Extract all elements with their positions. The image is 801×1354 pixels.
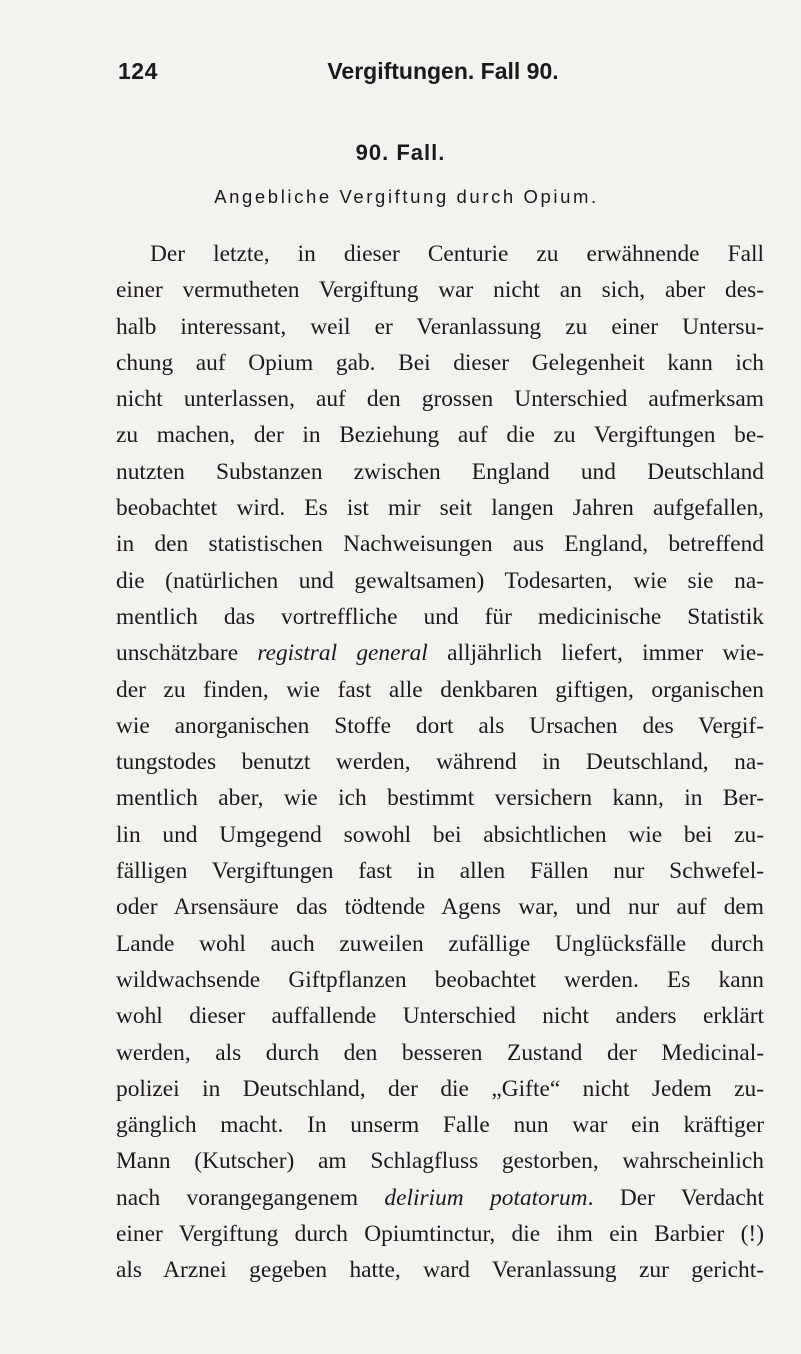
text-line (116, 926, 764, 962)
text-line (116, 1180, 764, 1216)
line-text: wohl dieser auffallende Unterschied nicht anders erklärt (116, 1003, 764, 1030)
line-text: nach vorangegangenem (116, 1184, 385, 1211)
line-text: beobachtet wird. Es ist mir seit langen Jahren aufgefallen, (116, 495, 764, 522)
italic-term: delirium potatorum (384, 1184, 588, 1211)
line-text: in den statistischen Nachweisungen aus England, betreffend (116, 531, 764, 558)
text-line (116, 599, 764, 635)
line-text: nutzten Substanzen zwischen England und Deutschland (116, 458, 764, 485)
text-line (116, 744, 764, 780)
text-line (116, 817, 764, 853)
text-line (116, 708, 764, 744)
line-text: mentlich das vortreffliche und für medicinische Statistik (116, 603, 764, 630)
line-text: mentlich aber, wie ich bestimmt versichern kann, in Ber- (116, 785, 764, 812)
line-text: Der letzte, in dieser Centurie zu erwähnende Fall (150, 241, 764, 267)
line-text: gänglich macht. In unserm Falle nun war ein kräftiger (116, 1112, 764, 1139)
text-line (116, 526, 764, 562)
line-text: tungstodes benutzt werden, während in Deutschland, na- (116, 749, 764, 776)
running-head (118, 58, 758, 92)
italic-term: registral general (257, 640, 428, 667)
text-line (116, 309, 764, 345)
line-text: werden, als durch den besseren Zustand der Medicinal- (116, 1039, 764, 1066)
text-line (116, 1252, 764, 1288)
text-line (116, 889, 764, 925)
text-line (116, 1035, 764, 1071)
case-heading: 90. Fall. (355, 140, 446, 165)
body-paragraph (116, 236, 764, 1289)
line-text: nicht unterlassen, auf den grossen Unterschied aufmerksam (116, 386, 764, 413)
line-text: . Der Verdacht (587, 1184, 764, 1211)
text-line (116, 1143, 764, 1179)
line-text: lin und Umgegend sowohl bei absichtlichen wie bei zu- (116, 821, 764, 848)
line-text: wildwachsende Giftpflanzen beobachtet werden. Es kann (116, 966, 764, 993)
text-line (116, 417, 764, 453)
line-text: die (natürlichen und gewaltsamen) Todesarten, wie sie na- (116, 567, 764, 594)
line-text: einer vermutheten Vergiftung war nicht an sich, aber des- (116, 277, 764, 304)
line-text: Mann (Kutscher) am Schlagfluss gestorben, wahrscheinlich (116, 1148, 764, 1175)
line-text: der zu finden, wie fast alle denkbaren giftigen, organischen (116, 676, 764, 703)
text-line (116, 563, 764, 599)
text-line (116, 236, 764, 272)
text-line (116, 381, 764, 417)
text-line (116, 454, 764, 490)
line-text: einer Vergiftung durch Opiumtinctur, die ihm ein Barbier (!) (116, 1221, 764, 1248)
case-subtitle: Angebliche Vergiftung durch Opium. (214, 186, 599, 207)
text-line (116, 672, 764, 708)
line-text: unschätzbare (116, 640, 258, 667)
line-text: fälligen Vergiftungen fast in allen Fällen nur Schwefel- (116, 858, 764, 885)
text-line (116, 1071, 764, 1107)
text-line (116, 272, 764, 308)
text-line (116, 780, 764, 816)
text-line (116, 1216, 764, 1252)
running-title: Vergiftungen. Fall 90. (327, 58, 559, 84)
line-text: chung auf Opium gab. Bei dieser Gelegenheit kann ich (116, 349, 764, 376)
line-text: zu machen, der in Beziehung auf die zu Vergiftungen be- (116, 422, 764, 449)
text-line (116, 962, 764, 998)
line-text: als Arznei gegeben hatte, ward Veranlassung zur gericht- (116, 1257, 764, 1284)
line-text: halb interessant, weil er Veranlassung zu einer Untersu- (116, 313, 764, 340)
page-number: 124 (118, 58, 158, 84)
text-line (116, 853, 764, 889)
text-line (116, 998, 764, 1034)
line-text: polizei in Deutschland, der die „Gifte“ nicht Jedem zu- (116, 1075, 764, 1102)
line-text: alljährlich liefert, immer wie- (427, 640, 764, 667)
text-line (116, 635, 764, 671)
line-text: wie anorganischen Stoffe dort als Ursachen des Vergif- (116, 712, 764, 739)
text-line (116, 490, 764, 526)
line-text: oder Arsensäure das tödtende Agens war, und nur auf dem (116, 894, 764, 921)
text-line (116, 345, 764, 381)
text-line (116, 1107, 764, 1143)
line-text: Lande wohl auch zuweilen zufällige Unglücksfälle durch (116, 930, 764, 957)
